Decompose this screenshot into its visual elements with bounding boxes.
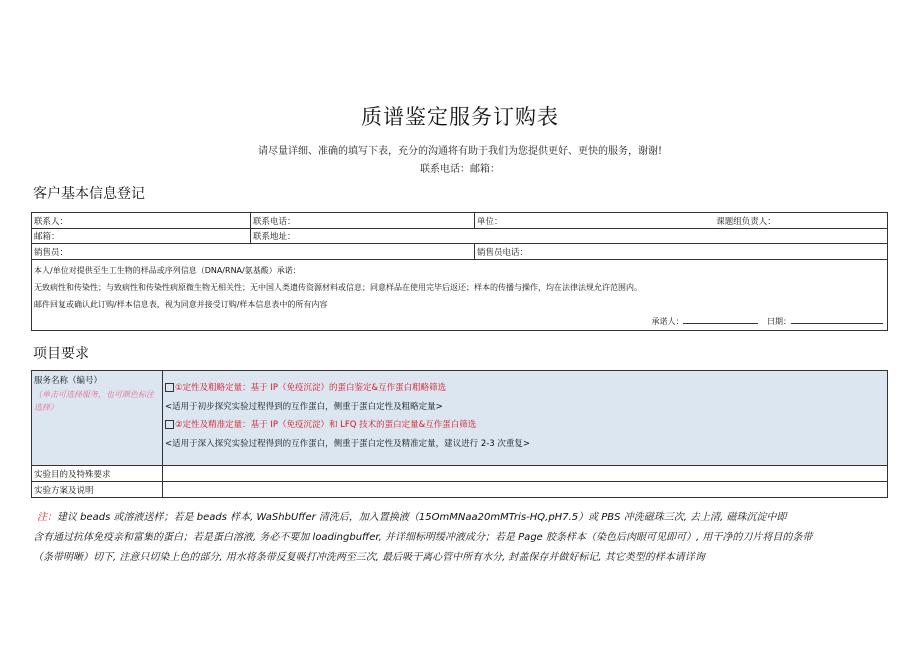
note-line-2: 含有通过抗体免疫亲和富集的蛋白；若是蛋白溶液, 务必不要加 loadingbuffer, 并详细标明缓冲液成分；若是 Page 胶条样本（染色后肉眼可见即可）, 用干净的刀片将目的条带 [33,532,813,543]
purpose-label: 实验目的及特殊要求 [32,466,163,482]
note-line-1 [33,508,889,523]
purpose-field[interactable] [163,466,888,482]
date-line[interactable] [791,314,883,324]
promisor-label: 承诺人： [651,317,684,326]
email-field[interactable]: 邮箱： [32,229,251,244]
option-1[interactable] [165,379,885,398]
commitment-line-2: 无致病性和传染性；与致病性和传染性病原微生物无相关性；无中国人类遗传资源材料或信息；同意样品在使用完毕后返还；样本的传播与操作，均在法律法规允许范围内。 [34,283,642,292]
customer-section-heading: 客户基本信息登记 [33,186,145,202]
service-label: 服务名称（编号） [34,376,103,386]
commitment-cell [32,260,888,331]
sales-field[interactable]: 销售员： [32,244,475,260]
commitment-line-1: 本人/单位对提供至生工生物的样品或序列信息（DNA/RNA/氨基酸）承诺： [34,266,301,275]
plan-field[interactable] [163,482,888,498]
project-table [31,370,888,498]
contact-person-field[interactable]: 联系人： [32,213,251,229]
option-2-desc: <适用于深入探究实验过程得到的互作蛋白，侧重于蛋白定性及精准定量，建议进行 2-3 次重复> [165,438,531,449]
promisor-line[interactable] [683,314,758,324]
option-2-title: ②定性及精准定量：基于 IP（免疫沉淀）和 LFQ 技术的蛋白定量&互作蛋白筛选 [175,420,477,430]
service-name-cell [32,371,163,466]
project-section-heading: 项目要求 [33,346,89,362]
option-1-title: ①定性及粗略定量：基于 IP（免疫沉淀）的蛋白鉴定&互作蛋白粗略筛选 [175,383,447,393]
commitment-line-3: 邮件回复或确认此订购/样本信息表，视为同意并接受订购/样本信息表中的所有内容 [34,300,328,309]
unit-label: 单位： [477,216,503,227]
page-title: 质谱鉴定服务订购表 [361,105,559,129]
group-leader-label: 课题组负责人： [716,216,776,227]
note-line-3: （条带明晰）切下, 注意只切染上色的部分, 用水将条带反复吸打冲洗两至三次, 最后吸干离心管中所有水分, 封盖保存并做好标记, 其它类型的样本请详询 [33,552,705,563]
option-1-desc: <适用于初步探究实验过程得到的互作蛋白，侧重于蛋白定性及粗略定量> [165,401,443,412]
note-prefix: 注： [37,512,57,523]
service-hint: （单击可选择服务，也可颜色标注选择） [34,390,154,412]
option-2[interactable] [165,416,885,435]
page-subtitle: 请尽量详细、准确的填写下表，充分的沟通将有助于我们为您提供更好、更快的服务，谢谢! [257,146,663,157]
customer-info-table [31,212,888,331]
option-1-checkbox[interactable] [165,383,174,392]
signature-row [34,313,885,330]
address-field[interactable]: 联系地址： [251,229,888,244]
contact-info: 联系电话：邮箱： [420,164,500,175]
phone-field[interactable]: 联系电话： [251,213,475,229]
unit-field[interactable] [475,213,888,229]
date-label: 曰期： [767,317,792,326]
note-text-1: 建议 beads 或溶液送样；若是 beads 样本, WaShbUffer 清洗后，加入置换液（15OmMNaa20mMTris-HQ,pH7.5）或 PBS 冲洗磁珠三次, 去上清, 磁珠沉淀中即 [57,512,787,523]
sales-phone-field[interactable]: 销售员电话： [475,244,888,260]
service-options-cell [163,371,888,466]
option-2-checkbox[interactable] [165,420,174,429]
plan-label: 实验方案及说明 [32,482,163,498]
